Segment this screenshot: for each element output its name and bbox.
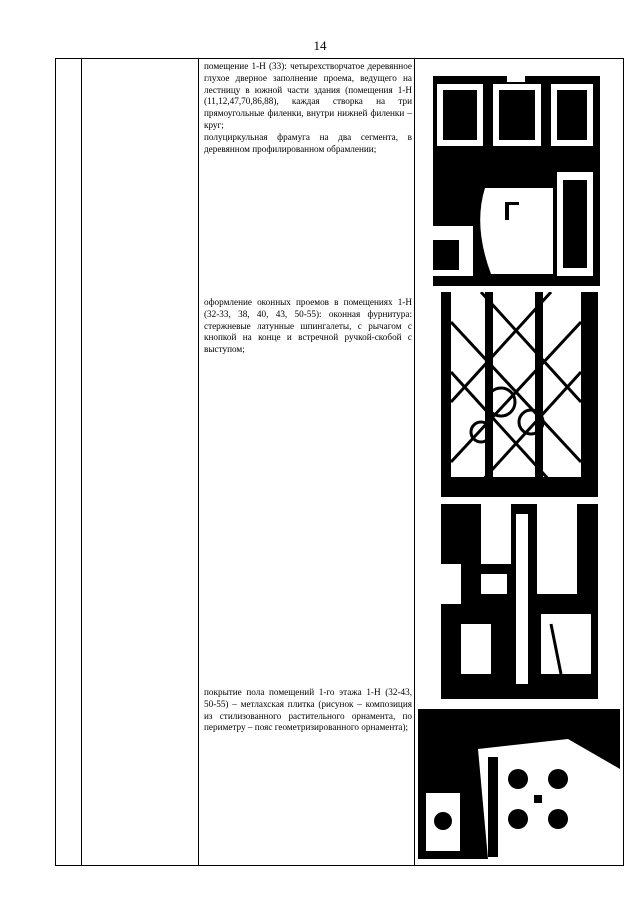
page-number: 14 xyxy=(313,38,327,53)
column-divider xyxy=(198,59,199,865)
paragraph: полуциркульная фрамуга на два сегмента, в деревянном профилированном обрамлении; xyxy=(204,131,412,154)
paragraph: покрытие пола помещений 1-го этажа 1-Н (32-43, 50-55) – метлахская плитка (рисунок – композиция из стилизованного растительного орнамента, по периметру – пояс геометризированного орнамента); xyxy=(204,687,412,733)
paragraph: оформление оконных проемов в помещениях 1-Н (32-33, 38, 40, 43, 50-55): оконная фурнитура: стержневые латунные шпингалеты, с рычагом с кнопкой на конце и встречной ручкой-скобой с выступом; xyxy=(204,297,412,355)
column-divider xyxy=(414,59,415,865)
paragraph: помещение 1-Н (33): четырехстворчатое деревянное глухое дверное заполнение проема, ведущего на лестницу в южной части здания (помещения 1-Н (11,12,47,70,86,88), каждая створка на три прямоугольные филенки, внутри нижней филенки – круг; xyxy=(204,61,412,130)
floor-tile-photo xyxy=(418,709,620,859)
window-grille-photo xyxy=(441,292,598,497)
window-description xyxy=(204,297,412,356)
door-photo xyxy=(433,76,600,286)
description-table xyxy=(55,58,624,866)
window-fittings-photo xyxy=(441,504,598,699)
door-description xyxy=(204,61,412,155)
column-divider xyxy=(81,59,82,865)
floor-description xyxy=(204,687,412,734)
